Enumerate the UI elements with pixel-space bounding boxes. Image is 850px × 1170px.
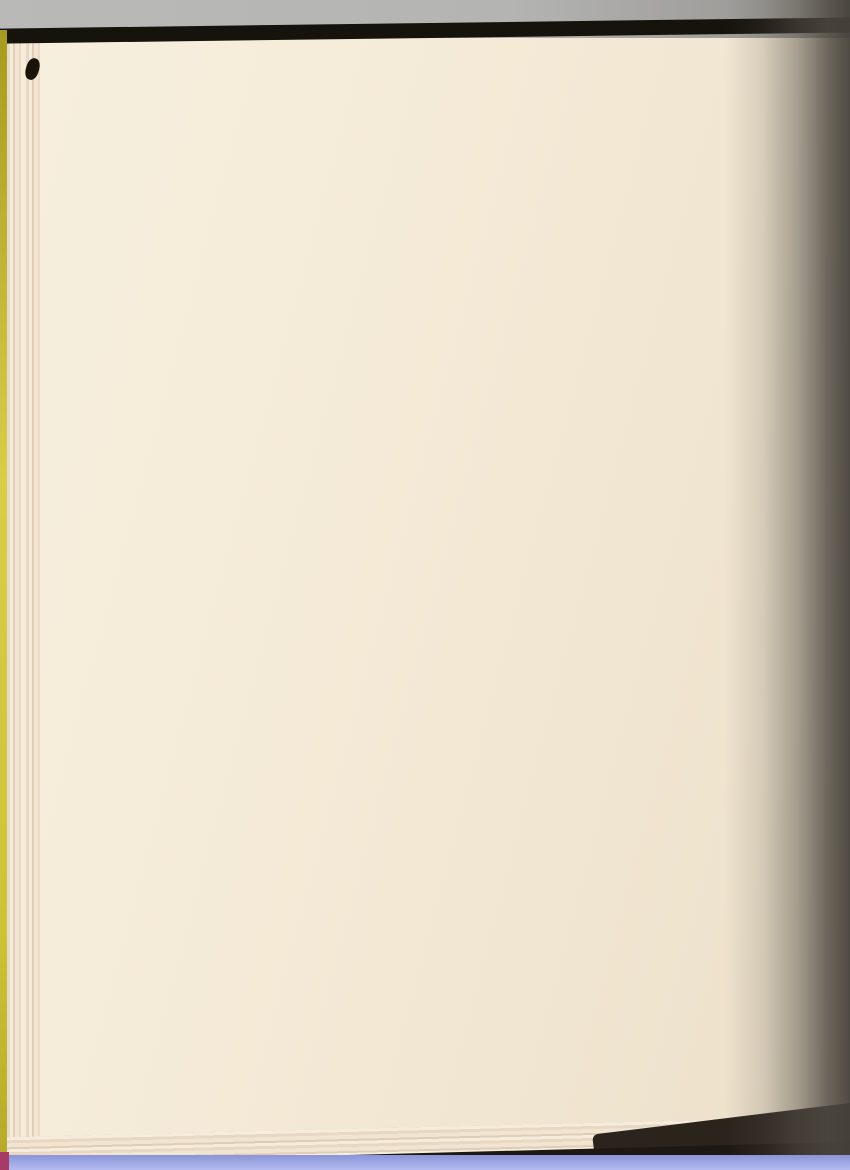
scanner-strip: [0, 1155, 850, 1170]
scanner-strip-corner: [0, 1152, 9, 1170]
book-page: [7, 38, 850, 1152]
page-edge-stack-left: [7, 38, 40, 1152]
book-spine-edge: [0, 30, 7, 1158]
paper-surface: [40, 38, 850, 1152]
